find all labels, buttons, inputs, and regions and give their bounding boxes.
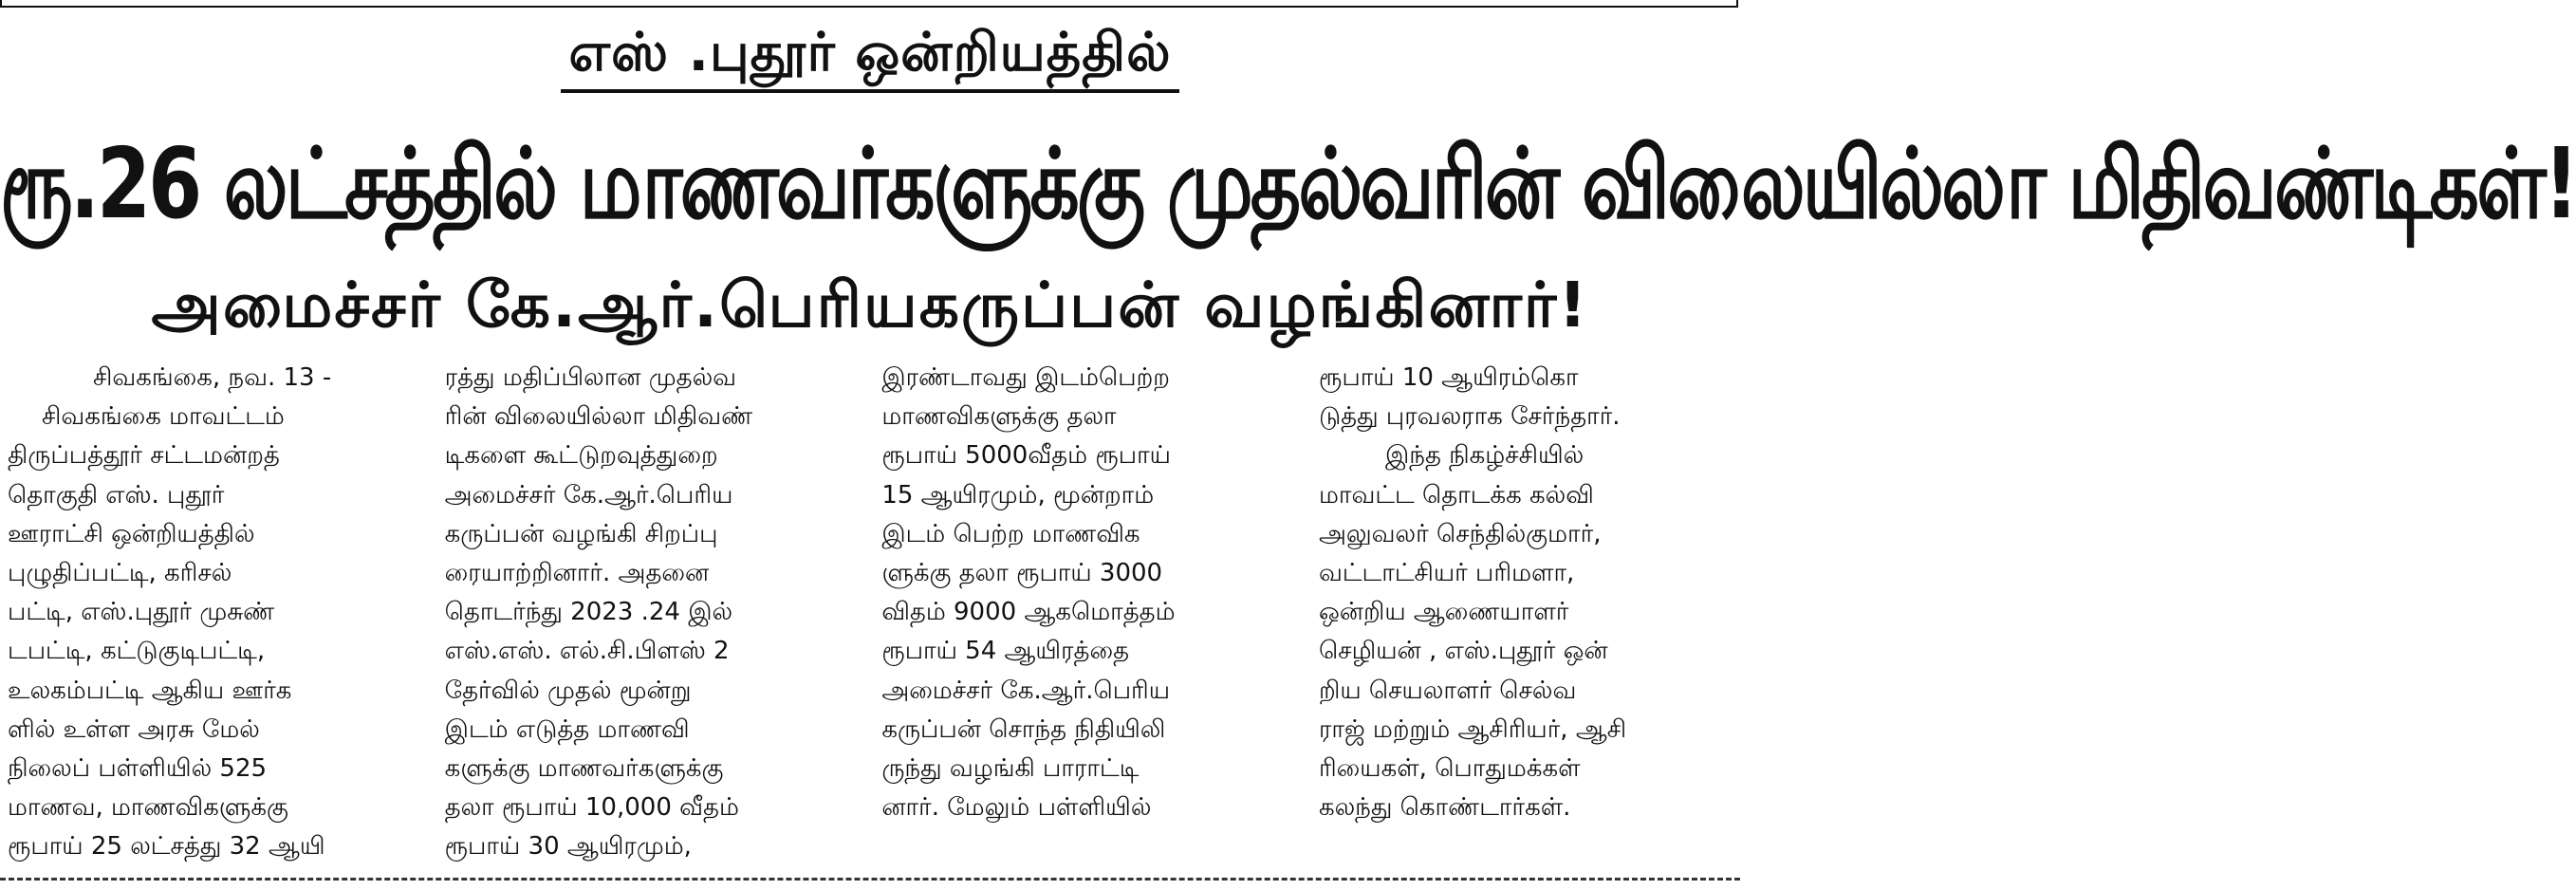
body-line: மாவட்ட தொடக்க கல்வி xyxy=(1318,480,1594,510)
top-border-rule xyxy=(0,0,1738,8)
body-line: தொடர்ந்து 2023 .24 இல் xyxy=(444,598,733,627)
body-line: புழுதிப்பட்டி, கரிசல் xyxy=(8,558,232,587)
body-line: ரூபாய் 10 ஆயிரம்கொ xyxy=(1318,363,1579,392)
body-line: சிவகங்கை, நவ. 13 - xyxy=(93,363,332,392)
body-line: டுத்து புரவலராக சேர்ந்தார். xyxy=(1318,402,1621,432)
body-line: 15 ஆயிரமும், மூன்றாம் xyxy=(881,480,1155,510)
body-line: இரண்டாவது இடம்பெற்ற xyxy=(881,363,1170,392)
body-line: ரூபாய் 54 ஆயிரத்தை xyxy=(881,637,1129,666)
body-line: அமைச்சர் கே.ஆர்.பெரிய xyxy=(881,676,1171,705)
body-line: ரத்து மதிப்பிலான முதல்வ xyxy=(444,363,737,392)
body-line: இந்த நிகழ்ச்சியில் xyxy=(1384,441,1585,471)
body-line: ளில் உள்ள அரசு மேல் xyxy=(8,714,260,744)
body-line: அலுவலர் செந்தில்குமார், xyxy=(1318,519,1602,548)
body-line: வட்டாட்சியர் பரிமளா, xyxy=(1318,558,1575,587)
body-line: ளுக்கு தலா ரூபாய் 3000 xyxy=(881,558,1163,587)
body-line: நிலைப் பள்ளியில் 525 xyxy=(8,753,268,783)
body-line: ரூபாய் 5000வீதம் ரூபாய் xyxy=(881,441,1171,471)
body-line: மாணவிகளுக்கு தலா xyxy=(881,402,1117,432)
body-column-4 xyxy=(1319,359,1736,871)
body-line: களுக்கு மாணவர்களுக்கு xyxy=(444,753,724,783)
body-line: ரூபாய் 25 லட்சத்து 32 ஆயி xyxy=(8,832,325,862)
body-line: திருப்பத்தூர் சட்டமன்றத் xyxy=(8,441,280,471)
article-subheadline: அமைச்சர் கே.ஆர்.பெரியகருப்பன் வழங்கினார்! xyxy=(151,269,1589,342)
body-line: டபட்டி, கட்டுகுடிபட்டி, xyxy=(8,637,266,666)
body-line: மாணவ, மாணவிகளுக்கு xyxy=(8,793,288,823)
body-line: இடம் எடுத்த மாணவி xyxy=(444,714,690,744)
body-line: ரையாற்றினார். அதனை xyxy=(444,558,710,587)
body-line: ஊராட்சி ஒன்றியத்தில் xyxy=(8,519,255,548)
body-line: சிவகங்கை மாவட்டம் xyxy=(42,402,285,432)
body-line: செழியன் , எஸ்.புதூர் ஒன் xyxy=(1318,637,1608,666)
body-line: ஒன்றிய ஆணையாளர் xyxy=(1318,598,1569,627)
body-line: உலகம்பட்டி ஆகிய ஊர்க xyxy=(8,676,292,705)
body-line: றிய செயலாளர் செல்வ xyxy=(1318,676,1577,705)
body-line: டிகளை கூட்டுறவுத்துறை xyxy=(444,441,718,471)
body-column-3 xyxy=(881,359,1299,871)
body-line: ராஜ் மற்றும் ஆசிரியர், ஆசி xyxy=(1318,714,1627,744)
article-headline: ரூ.26 லட்சத்தில் மாணவர்களுக்கு முதல்வரின் விலையில்லா மிதிவண்டிகள்! xyxy=(0,128,2576,241)
body-line: இடம் பெற்ற மாணவிக xyxy=(881,519,1140,548)
body-line: ரூபாய் 30 ஆயிரமும், xyxy=(444,832,692,862)
body-line: அமைச்சர் கே.ஆர்.பெரிய xyxy=(444,480,733,510)
body-line: தொகுதி எஸ். புதூர் xyxy=(8,480,225,510)
body-line: னார். மேலும் பள்ளியில் xyxy=(881,793,1152,823)
body-line: கலந்து கொண்டார்கள். xyxy=(1318,793,1571,823)
body-column-1 xyxy=(8,359,425,871)
article-body xyxy=(8,359,1736,871)
body-line: ரின் விலையில்லா மிதிவண் xyxy=(444,402,753,432)
body-line: தேர்வில் முதல் மூன்று xyxy=(444,676,692,705)
body-line: ருந்து வழங்கி பாராட்டி xyxy=(881,753,1140,783)
body-line: கருப்பன் சொந்த நிதியிலி xyxy=(881,714,1166,744)
kicker-text: எஸ் .புதூர் ஒன்றியத்தில் xyxy=(561,19,1178,93)
body-line: ரியைகள், பொதுமக்கள் xyxy=(1318,753,1581,783)
body-line: தலா ரூபாய் 10,000 வீதம் xyxy=(444,793,739,823)
body-column-2 xyxy=(445,359,862,871)
body-line: எஸ்.எஸ். எல்.சி.பிளஸ் 2 xyxy=(444,637,730,666)
body-line: கருப்பன் வழங்கி சிறப்பு xyxy=(444,519,718,548)
article-kicker xyxy=(0,19,1740,93)
body-line: பட்டி, எஸ்.புதூர் முசுண் xyxy=(8,598,275,627)
body-line: விதம் 9000 ஆகமொத்தம் xyxy=(881,598,1176,627)
bottom-dashed-rule xyxy=(0,878,1740,881)
